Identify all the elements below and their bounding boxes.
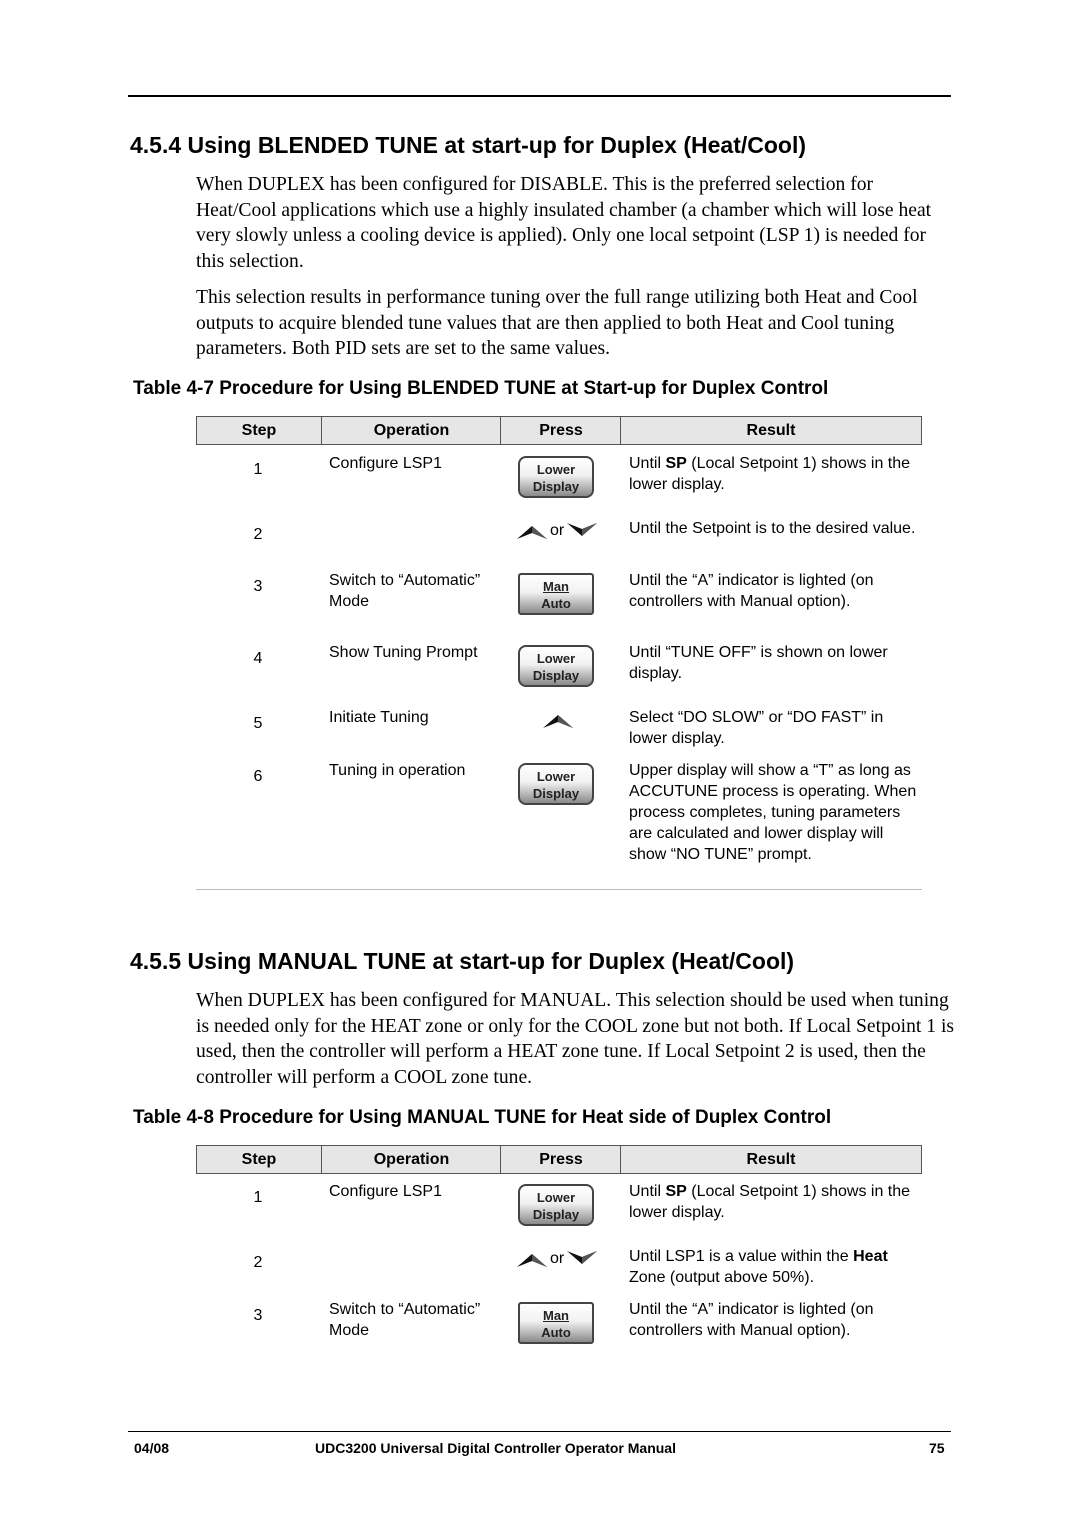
up-arrow-icon xyxy=(542,711,574,729)
result-text xyxy=(629,642,919,684)
man-auto-key-icon xyxy=(518,573,594,615)
step-number: 5 xyxy=(253,715,263,732)
up-or-down-keys xyxy=(516,522,606,540)
result-text-bold: Heat xyxy=(853,1248,888,1265)
key-label-line2: Display xyxy=(532,1207,580,1222)
result-text xyxy=(629,518,919,539)
step-number: 6 xyxy=(253,768,263,785)
operation-text: Show Tuning Prompt xyxy=(329,644,478,661)
operation-text: Tuning in operation xyxy=(329,762,466,779)
press-cell xyxy=(516,707,606,729)
result-text-part: Zone (output above 50%). xyxy=(629,1269,815,1286)
up-arrow-icon xyxy=(516,1250,548,1268)
lower-display-key-icon xyxy=(518,456,594,498)
column-header-result: Result xyxy=(746,1151,796,1168)
key-label-line2: Auto xyxy=(541,1325,571,1340)
result-text-part: Until the Setpoint is to the desired value. xyxy=(629,520,916,537)
column-header-operation: Operation xyxy=(373,1151,450,1168)
table-header xyxy=(196,1145,922,1174)
result-text-part: Until the “A” indicator is lighted (on controllers with Manual option). xyxy=(629,572,874,610)
up-or-down-keys xyxy=(516,1250,606,1268)
column-header-press: Press xyxy=(539,422,583,439)
table-caption: Table 4-7 Procedure for Using BLENDED TUNE at Start-up for Duplex Control xyxy=(133,378,829,399)
key-label-line1: Lower xyxy=(536,462,576,477)
or-label: or xyxy=(550,1250,565,1267)
down-arrow-icon xyxy=(566,1250,598,1268)
key-label-line2: Display xyxy=(532,668,580,683)
result-text-part: Until xyxy=(629,1183,666,1200)
press-cell xyxy=(516,453,606,498)
press-cell xyxy=(516,1246,606,1268)
lower-display-key-icon xyxy=(518,763,594,805)
section-heading-manual-tune: 4.5.5 Using MANUAL TUNE at start-up for Duplex (Heat/Cool) xyxy=(130,948,795,974)
column-header-result: Result xyxy=(746,422,796,439)
key-label-line2: Display xyxy=(532,786,580,801)
section-heading-blended-tune: 4.5.4 Using BLENDED TUNE at start-up for Duplex (Heat/Cool) xyxy=(130,132,807,158)
table-bottom-rule xyxy=(196,889,922,890)
result-text xyxy=(629,453,919,495)
result-text xyxy=(629,760,919,865)
table-caption: Table 4-8 Procedure for Using MANUAL TUNE for Heat side of Duplex Control xyxy=(133,1107,832,1128)
lower-display-key-icon xyxy=(518,1184,594,1226)
result-text-bold: SP xyxy=(665,1183,687,1200)
section-paragraph: When DUPLEX has been configured for MANUAL. This selection should be used when tuning is needed only for the HEAT zone or only for the COOL zone but not both. If Local Setpoint 1 is used, then the controller will perform a HEAT zone tune. If Local Setpoint 2 is used, then the controller will perform a COOL zone tune. xyxy=(196,990,955,1088)
press-cell xyxy=(516,570,606,615)
result-text-part: Until LSP1 is a value within the xyxy=(629,1248,854,1265)
key-label-line2: Auto xyxy=(541,596,571,611)
operation-text: Switch to “Automatic” Mode xyxy=(329,1301,481,1339)
footer-rule xyxy=(128,1431,951,1432)
header-rule xyxy=(128,95,951,97)
key-label-line2: Display xyxy=(532,479,580,494)
key-label-line1: Man xyxy=(543,579,569,594)
lower-display-key-icon xyxy=(518,645,594,687)
man-auto-key-icon xyxy=(518,1302,594,1344)
or-label: or xyxy=(550,522,565,539)
press-cell xyxy=(516,1181,606,1226)
step-number: 1 xyxy=(253,1189,263,1206)
operation-text: Switch to “Automatic” Mode xyxy=(329,572,481,610)
press-cell xyxy=(516,760,606,805)
step-number: 3 xyxy=(253,1307,263,1324)
step-number: 1 xyxy=(253,461,263,478)
result-text xyxy=(629,1299,919,1341)
step-number: 3 xyxy=(253,578,263,595)
result-text xyxy=(629,1181,919,1223)
result-text-part: Until xyxy=(629,455,666,472)
key-label-line1: Lower xyxy=(536,769,576,784)
step-number: 2 xyxy=(253,526,263,543)
key-label-line1: Lower xyxy=(536,651,576,666)
column-header-step: Step xyxy=(241,422,277,439)
footer-date: 04/08 xyxy=(134,1440,170,1456)
footer-page-number: 75 xyxy=(929,1440,945,1456)
up-key xyxy=(542,711,606,729)
operation-text: Initiate Tuning xyxy=(329,709,429,726)
result-text-bold: SP xyxy=(665,455,687,472)
key-label-line1: Lower xyxy=(536,1190,576,1205)
result-text-part: (Local Setpoint 1) shows in the lower display. xyxy=(629,1183,911,1221)
result-text xyxy=(629,1246,919,1288)
column-header-step: Step xyxy=(241,1151,277,1168)
section-paragraph: This selection results in performance tuning over the full range utilizing both Heat and Cool outputs to acquire blended tune values that are then applied to both Heat and Cool tuning parameters. Both PID sets are set to the same values. xyxy=(196,287,918,359)
key-label-line1: Man xyxy=(543,1308,569,1323)
press-cell xyxy=(516,1299,606,1344)
result-text-part: Upper display will show a “T” as long as ACCUTUNE process is operating. When process completes, tuning parameters are calculated and lower display will show “NO TUNE” prompt. xyxy=(629,762,917,863)
column-header-operation: Operation xyxy=(373,422,450,439)
press-cell xyxy=(516,642,606,687)
column-header-press: Press xyxy=(539,1151,583,1168)
operation-text: Configure LSP1 xyxy=(329,1183,442,1200)
up-arrow-icon xyxy=(516,522,548,540)
result-text-part: Select “DO SLOW” or “DO FAST” in lower display. xyxy=(629,709,884,747)
table-header xyxy=(196,416,922,445)
step-number: 2 xyxy=(253,1254,263,1271)
operation-text: Configure LSP1 xyxy=(329,455,442,472)
result-text-part: Until the “A” indicator is lighted (on controllers with Manual option). xyxy=(629,1301,874,1339)
result-text-part: (Local Setpoint 1) shows in the lower display. xyxy=(629,455,911,493)
press-cell xyxy=(516,518,606,540)
result-text-part: Until “TUNE OFF” is shown on lower display. xyxy=(629,644,888,682)
section-paragraph: When DUPLEX has been configured for DISABLE. This is the preferred selection for Heat/Cool applications which use a highly insulated chamber (a chamber which will lose heat very slowly unless a cooling device is applied). Only one local setpoint (LSP 1) is needed for this selection. xyxy=(196,174,932,272)
down-arrow-icon xyxy=(566,522,598,540)
step-number: 4 xyxy=(253,650,263,667)
result-text xyxy=(629,570,919,612)
footer-title: UDC3200 Universal Digital Controller Operator Manual xyxy=(315,1440,676,1456)
result-text xyxy=(629,707,919,749)
